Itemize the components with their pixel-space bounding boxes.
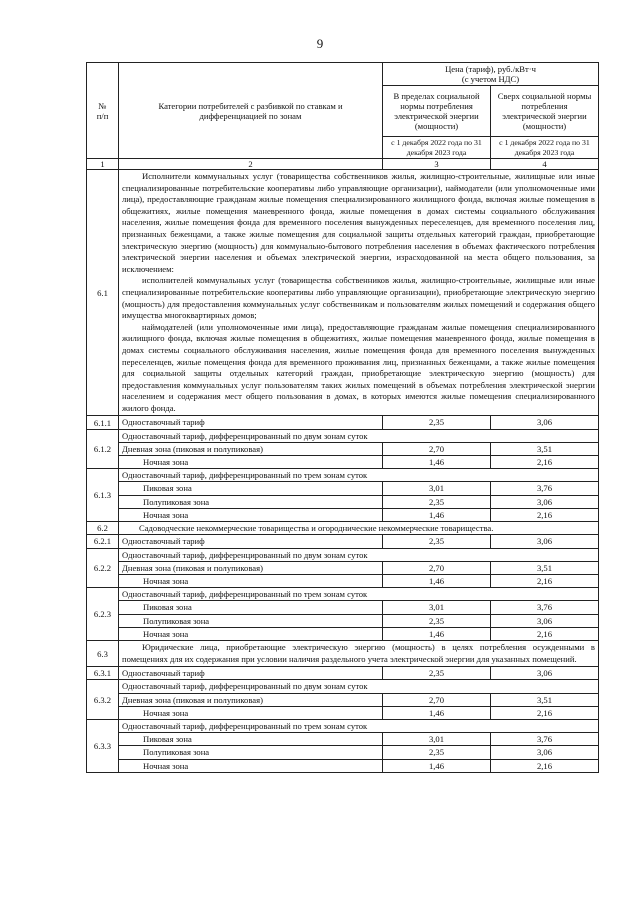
value-within: 2,35 [383,495,491,508]
value-above: 2,16 [491,759,599,772]
value-above: 3,06 [491,614,599,627]
value-within: 1,46 [383,456,491,469]
value-within: 3,01 [383,482,491,495]
zone-label: Дневная зона (пиковая и полупиковая) [119,693,383,706]
tariff-group-title: Одноставочный тариф, дифференцированный по трем зонам суток [119,719,599,732]
zone-label: Ночная зона [119,759,383,772]
header-col-category: Категории потребителей с разбивкой по ставкам и дифференциацией по зонам [119,63,383,159]
colnum-4: 4 [491,159,599,170]
row-num-6-2-3: 6.2.3 [87,588,119,641]
row-num-6-1: 6.1 [87,170,119,416]
value-above: 2,16 [491,508,599,521]
value-within: 2,35 [383,535,491,548]
value-within: 1,46 [383,627,491,640]
zone-label: Дневная зона (пиковая и полупиковая) [119,561,383,574]
section-6-2-text: Садоводческие некоммерческие товарищества и огороднические некоммерческие товарищества. [119,522,599,535]
zone-label: Пиковая зона [119,733,383,746]
value-above: 2,16 [491,627,599,640]
row-num-6-3-2: 6.3.2 [87,680,119,720]
zone-label: Ночная зона [119,574,383,587]
section-6-1-paragraph-3: наймодателей (или уполномоченные ими лица), предоставляющие гражданам жилые помещения специализированного жилищного фонда, включая жилые помещения в общежитиях, жилые помещения маневренного фонда, жилые помещения в домах системы социального обслуживания населения, жилые помещения фонда для временного поселения вынужденных переселенцев, жилые помещения фонда для временного проживания лиц, признанных беженцами, а также жилые помещения для социальной защиты отдельных категорий граждан, приобретающие электрическую энергию (мощность) для предоставления коммунальных услуг пользователям таких жилых помещений в объемах потребления электрической энергии населением и содержания мест общего пользования в домах, в которых имеются жилые помещения специализированного жилого фонда. [122,321,595,413]
row-num-6-2: 6.2 [87,522,119,535]
header-col-above: Сверх социальной нормы потребления электрической энергии (мощности) [491,86,599,137]
tariff-label: Одноставочный тариф [119,535,383,548]
value-above: 3,06 [491,667,599,680]
page-number: 9 [316,36,324,51]
value-within: 2,70 [383,442,491,455]
zone-label: Полупиковая зона [119,495,383,508]
value-within: 1,46 [383,508,491,521]
header-period-above: с 1 декабря 2022 года по 31 декабря 2023 года [491,137,599,159]
value-within: 2,70 [383,693,491,706]
tariff-group-title: Одноставочный тариф, дифференцированный по двум зонам суток [119,680,599,693]
section-6-1-paragraph-1: Исполнители коммунальных услуг (товарищества собственников жилья, жилищно-строительные, жилищные или иные специализированные потребительские кооперативы либо управляющие организации), наймодатели (или уполномоченные ими лица), предоставляющие гражданам жилые помещения специализированного жилищного фонда, включая жилые помещения в общежитиях, жилые помещения маневренного фонда, жилые помещения в домах системы социального обслуживания населения, жилые помещения фонда для временного поселения вынужденных переселенцев, для временного поселения лиц, признанных беженцами, а также жилые помещения для социальной защиты отдельных категорий граждан, приобретающие электрическую энергию (мощность) для коммунально-бытового потребления населения в объемах фактического потребления электрической энергии населения и объемах электрической энергии, израсходованной на места общего пользования, за исключением: [122,171,595,274]
value-above: 3,06 [491,746,599,759]
value-above: 3,51 [491,442,599,455]
value-within: 2,35 [383,667,491,680]
zone-label: Полупиковая зона [119,746,383,759]
value-within: 2,70 [383,561,491,574]
section-6-3-text [119,640,599,666]
row-num-6-2-1: 6.2.1 [87,535,119,548]
zone-label: Дневная зона (пиковая и полупиковая) [119,442,383,455]
value-above: 2,16 [491,706,599,719]
row-num-6-3-1: 6.3.1 [87,667,119,680]
zone-label: Ночная зона [119,456,383,469]
value-within: 3,01 [383,733,491,746]
value-within: 2,35 [383,614,491,627]
tariff-group-title: Одноставочный тариф, дифференцированный по двум зонам суток [119,429,599,442]
section-6-3-paragraph: Юридические лица, приобретающие электрическую энергию (мощность) в целях потребления осужденными в помещениях для их содержания при условии наличия раздельного учета электрической энергии для указанных помещений. [122,641,595,664]
value-within: 2,35 [383,746,491,759]
zone-label: Ночная зона [119,627,383,640]
header-period-within: с 1 декабря 2022 года по 31 декабря 2023 года [383,137,491,159]
value-above: 3,06 [491,416,599,429]
zone-label: Пиковая зона [119,482,383,495]
value-above: 3,51 [491,693,599,706]
header-col-num: № п/п [87,63,119,159]
value-above: 3,76 [491,482,599,495]
value-above: 3,76 [491,601,599,614]
value-within: 1,46 [383,706,491,719]
row-num-6-1-3: 6.1.3 [87,469,119,522]
value-above: 3,06 [491,495,599,508]
value-above: 3,06 [491,535,599,548]
section-6-1-paragraph-2: исполнителей коммунальных услуг (товарищества собственников жилья, жилищно-строительные, жилищные или иные специализированные потребительские кооперативы либо управляющие организации), приобретающие электрическую энергию (мощность) для предоставления коммунальных услуг собственникам и пользователям жилых помещений и содержания общего имущества многоквартирных домов; [122,275,595,321]
value-within: 3,01 [383,601,491,614]
row-num-6-2-2: 6.2.2 [87,548,119,588]
zone-label: Пиковая зона [119,601,383,614]
tariff-group-title: Одноставочный тариф, дифференцированный по трем зонам суток [119,469,599,482]
tariff-label: Одноставочный тариф [119,416,383,429]
colnum-1: 1 [87,159,119,170]
row-num-6-3: 6.3 [87,640,119,666]
row-num-6-1-2: 6.1.2 [87,429,119,469]
section-6-1-text [119,170,599,416]
value-within: 2,35 [383,416,491,429]
value-within: 1,46 [383,574,491,587]
tariff-table [86,62,599,773]
zone-label: Ночная зона [119,508,383,521]
tariff-label: Одноставочный тариф [119,667,383,680]
row-num-6-1-1: 6.1.1 [87,416,119,429]
row-num-6-3-3: 6.3.3 [87,719,119,772]
value-above: 2,16 [491,574,599,587]
tariff-group-title: Одноставочный тариф, дифференцированный по трем зонам суток [119,588,599,601]
value-above: 2,16 [491,456,599,469]
value-above: 3,51 [491,561,599,574]
colnum-3: 3 [383,159,491,170]
colnum-2: 2 [119,159,383,170]
header-col-price: Цена (тариф), руб./кВт·ч (с учетом НДС) [383,63,599,86]
tariff-group-title: Одноставочный тариф, дифференцированный по двум зонам суток [119,548,599,561]
header-col-within: В пределах социальной нормы потребления электрической энергии (мощности) [383,86,491,137]
zone-label: Ночная зона [119,706,383,719]
value-above: 3,76 [491,733,599,746]
zone-label: Полупиковая зона [119,614,383,627]
value-within: 1,46 [383,759,491,772]
